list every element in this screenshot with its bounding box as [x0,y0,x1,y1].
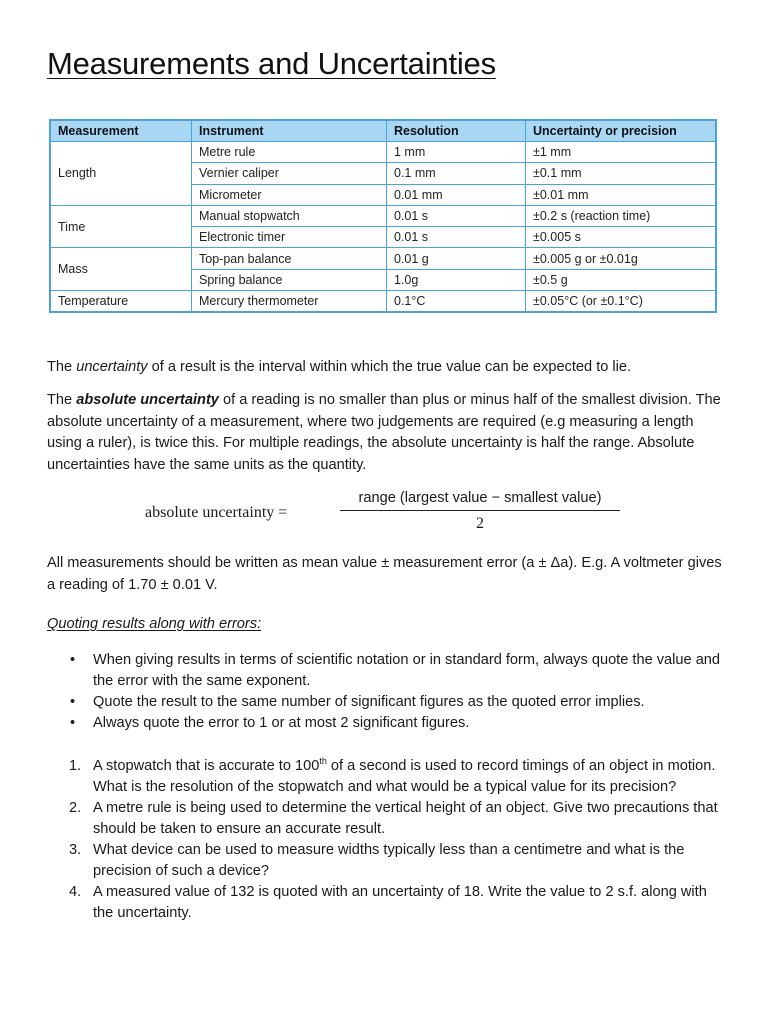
paragraph-uncertainty [47,357,727,379]
formula-numerator: range (largest value − smallest value) [340,490,620,511]
measurement-cell: Temperature [50,291,192,313]
resolution-cell: 0.01 s [387,227,526,248]
question-number: 4. [69,884,82,900]
paragraph-absolute-uncertainty [47,390,727,476]
instrument-cell: Mercury thermometer [192,291,387,313]
resolution-cell: 0.01 s [387,205,526,226]
bullet-icon: • [70,694,76,710]
text-span: of a result is the interval within which the true value can be expected to lie. [147,359,632,375]
uncertainty-cell: ±0.05°C (or ±0.1°C) [526,291,717,313]
uncertainty-cell: ±0.2 s (reaction time) [526,205,717,226]
resolution-cell: 0.1 mm [387,163,526,184]
instrument-cell: Electronic timer [192,227,387,248]
question-list [47,756,727,924]
section-heading-quoting-results: Quoting results along with errors: [47,616,262,632]
question-text: A measured value of 132 is quoted with an uncertainty of 18. Write the value to 2 s.f. along with the uncertainty. [93,884,707,921]
list-item [47,798,727,840]
list-item [47,692,727,713]
question-text: A metre rule is being used to determine the vertical height of an object. Give two precautions that should be taken to ensure an accurate result. [93,800,718,837]
formula-fraction [340,490,620,533]
question-text: A stopwatch that is accurate to 100 [93,758,320,774]
resolution-cell: 1.0g [387,269,526,290]
list-item [47,882,727,924]
table-row [50,142,716,163]
uncertainty-cell: ±0.5 g [526,269,717,290]
measurement-cell: Mass [50,248,192,291]
uncertainty-cell: ±0.005 s [526,227,717,248]
instrument-cell: Metre rule [192,142,387,163]
formula-lhs: absolute uncertainty = [145,504,288,521]
header-measurement: Measurement [50,120,192,142]
instrument-cell: Top-pan balance [192,248,387,269]
table-row [50,291,716,313]
formula-denominator: 2 [476,515,484,532]
measurement-table [49,119,717,313]
list-item-text: Quote the result to the same number of significant figures as the quoted error implies. [93,694,645,710]
page-title: Measurements and Uncertainties [47,46,496,81]
superscript: th [319,756,327,767]
header-uncertainty: Uncertainty or precision [526,120,717,142]
term-uncertainty: uncertainty [76,359,148,375]
measurement-cell: Length [50,142,192,206]
resolution-cell: 0.01 g [387,248,526,269]
uncertainty-cell: ±0.01 mm [526,184,717,205]
text-span: of a reading is no smaller than plus or minus half of the smallest division. The absolute uncertainty of a measurement, where two judgements are required (e.g measuring a length using a ruler), is twice this. For multiple readings, the absolute uncertainty is half the range. Absolute uncertainties have the same units as the quantity. [47,392,721,473]
instrument-cell: Micrometer [192,184,387,205]
instrument-cell: Manual stopwatch [192,205,387,226]
bullet-icon: • [70,715,76,731]
term-absolute-uncertainty: absolute uncertainty [76,392,219,408]
list-item [47,650,727,692]
list-item [47,840,727,882]
bullet-list [47,650,727,734]
table-header-row [50,120,716,142]
question-text: What device can be used to measure widths typically less than a centimetre and what is the precision of such a device? [93,842,685,879]
resolution-cell: 1 mm [387,142,526,163]
question-text: of a second is used to record timings of an object in motion. What is the resolution of the stopwatch and what would be a typical value for its precision? [93,758,716,795]
header-instrument: Instrument [192,120,387,142]
text-span: The [47,392,77,408]
text-span: The [47,359,77,375]
measurement-cell: Time [50,205,192,248]
list-item-text: When giving results in terms of scientific notation or in standard form, always quote the value and the error with the same exponent. [93,652,721,689]
question-number: 1. [69,758,82,774]
uncertainty-cell: ±1 mm [526,142,717,163]
list-item [47,713,727,734]
instrument-cell: Vernier caliper [192,163,387,184]
list-item-text: Always quote the error to 1 or at most 2 significant figures. [93,715,470,731]
list-item [47,756,727,798]
table-row [50,248,716,269]
question-number: 3. [69,842,82,858]
question-number: 2. [69,800,82,816]
absolute-uncertainty-formula [145,490,665,540]
header-resolution: Resolution [387,120,526,142]
bullet-icon: • [70,652,76,668]
instrument-cell: Spring balance [192,269,387,290]
resolution-cell: 0.01 mm [387,184,526,205]
resolution-cell: 0.1°C [387,291,526,313]
uncertainty-cell: ±0.1 mm [526,163,717,184]
uncertainty-cell: ±0.005 g or ±0.01g [526,248,717,269]
paragraph-mean-value: All measurements should be written as mean value ± measurement error (a ± Δa). E.g. A voltmeter gives a reading of 1.70 ± 0.01 V. [47,555,722,593]
table-row [50,205,716,226]
